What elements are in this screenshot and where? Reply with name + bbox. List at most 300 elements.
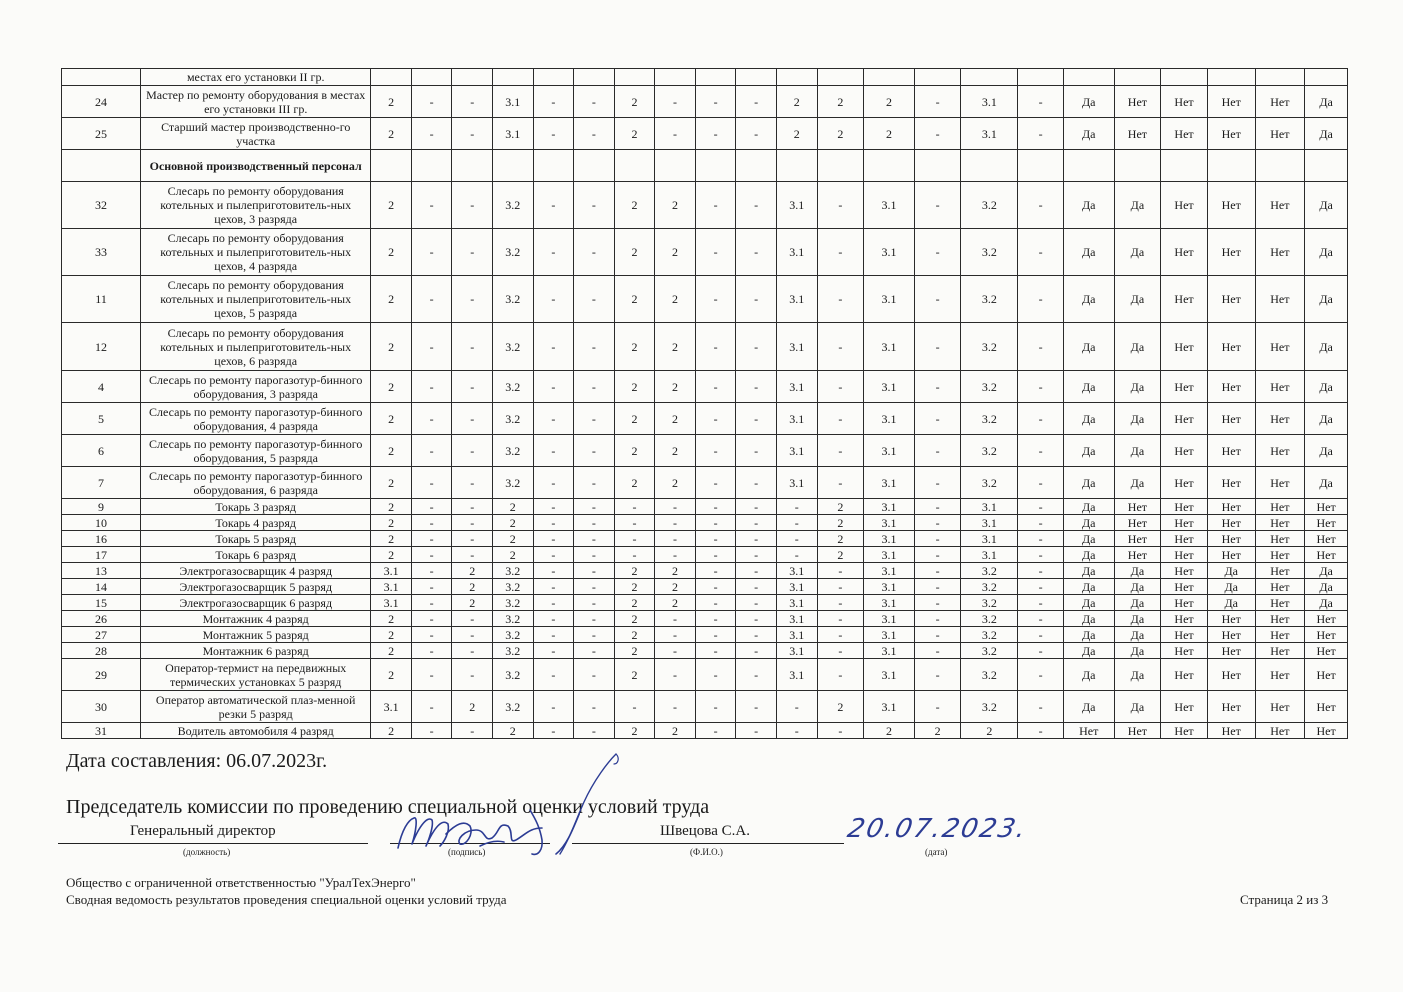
- table-cell: 3.2: [961, 563, 1018, 579]
- table-cell: [1063, 69, 1114, 86]
- table-cell: -: [411, 323, 452, 371]
- table-cell: Нет: [1207, 403, 1255, 435]
- table-cell: Нет: [1255, 467, 1305, 499]
- table-row: [62, 723, 1348, 739]
- table-cell: [1255, 150, 1305, 182]
- table-cell: 2: [371, 723, 412, 739]
- table-cell: -: [817, 579, 864, 595]
- table-cell: [655, 150, 696, 182]
- position-name: Слесарь по ремонту парогазотур-бинного оборудования, 5 разряда: [141, 435, 371, 467]
- row-number: 32: [62, 182, 141, 229]
- table-cell: -: [574, 86, 615, 118]
- row-number: 14: [62, 579, 141, 595]
- table-cell: [493, 150, 534, 182]
- table-cell: -: [736, 229, 777, 276]
- position-value: Генеральный директор: [130, 823, 276, 839]
- table-cell: 3.2: [493, 627, 534, 643]
- table-cell: -: [655, 531, 696, 547]
- table-cell: 3.1: [864, 403, 915, 435]
- table-cell: 3.1: [776, 595, 817, 611]
- table-cell: 2: [655, 276, 696, 323]
- table-cell: [1161, 150, 1208, 182]
- table-cell: [1305, 69, 1348, 86]
- table-cell: -: [736, 403, 777, 435]
- table-cell: -: [695, 276, 736, 323]
- table-row: [62, 531, 1348, 547]
- table-cell: 2: [614, 659, 655, 691]
- table-cell: -: [411, 403, 452, 435]
- table-cell: -: [736, 86, 777, 118]
- table-cell: -: [614, 499, 655, 515]
- table-cell: Нет: [1207, 118, 1255, 150]
- table-cell: -: [533, 229, 574, 276]
- table-cell: -: [817, 276, 864, 323]
- table-row: [62, 611, 1348, 627]
- position-line: [58, 843, 368, 844]
- row-number: 17: [62, 547, 141, 563]
- table-cell: -: [452, 118, 493, 150]
- table-cell: -: [452, 723, 493, 739]
- table-cell: -: [817, 723, 864, 739]
- row-number: [62, 150, 141, 182]
- table-cell: 3.1: [371, 579, 412, 595]
- table-cell: -: [411, 627, 452, 643]
- table-cell: Нет: [1207, 691, 1255, 723]
- table-cell: -: [533, 182, 574, 229]
- table-cell: Нет: [1207, 323, 1255, 371]
- table-cell: 3.1: [776, 323, 817, 371]
- table-cell: Да: [1114, 182, 1161, 229]
- table-cell: [371, 69, 412, 86]
- table-cell: -: [452, 467, 493, 499]
- table-cell: 2: [493, 547, 534, 563]
- commission-chair-title: Председатель комиссии по проведению специальной оценки условий труда: [66, 796, 710, 818]
- fio-value: Швецова С.А.: [660, 823, 750, 839]
- table-cell: Нет: [1207, 182, 1255, 229]
- table-row: [62, 579, 1348, 595]
- table-cell: Нет: [1161, 643, 1208, 659]
- table-cell: Нет: [1207, 531, 1255, 547]
- table-cell: Да: [1063, 118, 1114, 150]
- table-cell: 2: [914, 723, 961, 739]
- table-cell: Нет: [1063, 723, 1114, 739]
- table-cell: 3.2: [493, 563, 534, 579]
- table-cell: Нет: [1161, 515, 1208, 531]
- table-cell: Да: [1305, 595, 1348, 611]
- table-cell: 2: [655, 182, 696, 229]
- table-cell: -: [533, 118, 574, 150]
- table-cell: -: [695, 515, 736, 531]
- table-cell: 3.1: [864, 595, 915, 611]
- table-cell: -: [411, 691, 452, 723]
- table-cell: 2: [493, 499, 534, 515]
- position-name: Оператор-термист на передвижных термических установках 5 разряд: [141, 659, 371, 691]
- table-cell: Нет: [1255, 515, 1305, 531]
- position-name: Электрогазосварщик 6 разряд: [141, 595, 371, 611]
- table-cell: -: [817, 659, 864, 691]
- table-cell: [1207, 69, 1255, 86]
- table-cell: Да: [1114, 691, 1161, 723]
- table-cell: Да: [1063, 691, 1114, 723]
- table-row: [62, 691, 1348, 723]
- table-cell: Нет: [1207, 435, 1255, 467]
- table-cell: -: [1018, 723, 1064, 739]
- table-cell: -: [574, 595, 615, 611]
- table-cell: -: [452, 403, 493, 435]
- position-name: Электрогазосварщик 5 разряд: [141, 579, 371, 595]
- table-cell: [864, 150, 915, 182]
- table-cell: 2: [817, 531, 864, 547]
- table-cell: -: [1018, 182, 1064, 229]
- date-compiled: Дата составления: 06.07.2023г.: [66, 750, 328, 772]
- table-cell: -: [655, 547, 696, 563]
- position-name: Токарь 6 разряд: [141, 547, 371, 563]
- row-number: 26: [62, 611, 141, 627]
- table-cell: -: [411, 723, 452, 739]
- table-row: [62, 435, 1348, 467]
- table-cell: Да: [1114, 659, 1161, 691]
- table-cell: Нет: [1305, 547, 1348, 563]
- table-cell: 3.2: [961, 229, 1018, 276]
- table-cell: -: [574, 499, 615, 515]
- table-cell: -: [533, 691, 574, 723]
- table-cell: -: [914, 643, 961, 659]
- table-cell: [533, 69, 574, 86]
- table-cell: Да: [1063, 611, 1114, 627]
- table-cell: Нет: [1161, 86, 1208, 118]
- table-cell: Нет: [1255, 627, 1305, 643]
- table-cell: 3.1: [864, 643, 915, 659]
- table-cell: -: [533, 323, 574, 371]
- table-cell: 3.1: [864, 435, 915, 467]
- table-cell: [452, 69, 493, 86]
- table-cell: -: [411, 563, 452, 579]
- table-row: [62, 182, 1348, 229]
- table-cell: Нет: [1255, 499, 1305, 515]
- table-cell: -: [533, 276, 574, 323]
- table-cell: 2: [655, 403, 696, 435]
- table-cell: 3.2: [493, 595, 534, 611]
- table-cell: Нет: [1161, 611, 1208, 627]
- table-cell: 2: [371, 182, 412, 229]
- table-cell: Да: [1063, 276, 1114, 323]
- table-cell: Нет: [1161, 595, 1208, 611]
- table-cell: 2: [371, 371, 412, 403]
- table-cell: Нет: [1255, 86, 1305, 118]
- signature-caption: (подпись): [448, 847, 486, 857]
- position-name: Слесарь по ремонту парогазотур-бинного оборудования, 4 разряда: [141, 403, 371, 435]
- table-cell: 2: [864, 86, 915, 118]
- table-cell: 2: [614, 435, 655, 467]
- table-cell: Да: [1305, 467, 1348, 499]
- row-number: [62, 69, 141, 86]
- table-cell: 2: [655, 579, 696, 595]
- table-cell: 2: [371, 467, 412, 499]
- table-cell: Нет: [1161, 276, 1208, 323]
- table-cell: -: [411, 499, 452, 515]
- table-cell: 2: [776, 86, 817, 118]
- table-cell: -: [817, 611, 864, 627]
- table-cell: -: [411, 371, 452, 403]
- table-cell: Нет: [1255, 323, 1305, 371]
- table-cell: Да: [1305, 118, 1348, 150]
- table-cell: 2: [371, 435, 412, 467]
- table-cell: -: [914, 531, 961, 547]
- table-row: [62, 229, 1348, 276]
- table-cell: -: [695, 627, 736, 643]
- table-cell: 2: [817, 86, 864, 118]
- table-cell: -: [695, 563, 736, 579]
- table-cell: -: [533, 579, 574, 595]
- table-cell: 3.2: [493, 611, 534, 627]
- table-cell: 3.1: [776, 627, 817, 643]
- table-cell: Нет: [1207, 627, 1255, 643]
- table-cell: -: [914, 627, 961, 643]
- table-cell: [914, 69, 961, 86]
- table-cell: -: [655, 611, 696, 627]
- position-name: Монтажник 6 разряд: [141, 643, 371, 659]
- table-cell: -: [736, 499, 777, 515]
- table-cell: -: [411, 659, 452, 691]
- table-cell: Нет: [1114, 547, 1161, 563]
- table-cell: 3.1: [776, 643, 817, 659]
- row-number: 9: [62, 499, 141, 515]
- table-cell: [1305, 150, 1348, 182]
- table-row: [62, 595, 1348, 611]
- table-cell: -: [411, 515, 452, 531]
- table-cell: -: [411, 229, 452, 276]
- table-cell: [1018, 150, 1064, 182]
- table-cell: Нет: [1305, 499, 1348, 515]
- table-cell: [655, 69, 696, 86]
- row-number: 24: [62, 86, 141, 118]
- table-cell: Нет: [1207, 229, 1255, 276]
- table-cell: -: [452, 435, 493, 467]
- table-cell: 2: [371, 276, 412, 323]
- table-cell: 2: [655, 323, 696, 371]
- table-cell: -: [695, 659, 736, 691]
- table-cell: [452, 150, 493, 182]
- table-cell: -: [574, 691, 615, 723]
- table-cell: -: [695, 467, 736, 499]
- table-cell: 3.1: [864, 531, 915, 547]
- table-cell: Да: [1305, 86, 1348, 118]
- position-name: Слесарь по ремонту оборудования котельных и пылеприготовитель-ных цехов, 6 разряда: [141, 323, 371, 371]
- table-cell: -: [533, 403, 574, 435]
- table-cell: Да: [1114, 371, 1161, 403]
- row-number: 11: [62, 276, 141, 323]
- table-cell: 2: [614, 579, 655, 595]
- footer-document-title: Сводная ведомость результатов проведения специальной оценки условий труда: [66, 892, 507, 907]
- table-row: [62, 118, 1348, 150]
- table-cell: 3.1: [961, 515, 1018, 531]
- table-cell: 2: [371, 659, 412, 691]
- table-cell: Нет: [1255, 547, 1305, 563]
- table-row: [62, 371, 1348, 403]
- row-number: 33: [62, 229, 141, 276]
- table-cell: 2: [614, 86, 655, 118]
- table-cell: -: [695, 371, 736, 403]
- table-cell: 3.1: [864, 229, 915, 276]
- table-cell: -: [736, 371, 777, 403]
- table-cell: 2: [371, 403, 412, 435]
- table-cell: 3.1: [776, 611, 817, 627]
- table-cell: Нет: [1305, 531, 1348, 547]
- table-cell: Да: [1114, 643, 1161, 659]
- table-cell: Нет: [1305, 643, 1348, 659]
- table-cell: Нет: [1255, 118, 1305, 150]
- table-cell: Да: [1114, 563, 1161, 579]
- table-cell: 3.1: [864, 276, 915, 323]
- table-cell: -: [914, 229, 961, 276]
- table-cell: 3.1: [776, 182, 817, 229]
- table-cell: Нет: [1207, 499, 1255, 515]
- table-cell: -: [736, 611, 777, 627]
- table-cell: -: [736, 118, 777, 150]
- table-cell: 3.1: [776, 467, 817, 499]
- table-cell: 3.2: [961, 659, 1018, 691]
- table-cell: Нет: [1161, 531, 1208, 547]
- table-cell: -: [817, 627, 864, 643]
- table-cell: 2: [371, 547, 412, 563]
- table-cell: -: [533, 515, 574, 531]
- table-cell: -: [695, 723, 736, 739]
- table-cell: Нет: [1305, 659, 1348, 691]
- table-cell: Нет: [1114, 118, 1161, 150]
- table-cell: 3.2: [961, 435, 1018, 467]
- table-cell: Нет: [1161, 371, 1208, 403]
- table-cell: -: [533, 547, 574, 563]
- table-cell: 3.1: [776, 229, 817, 276]
- table-cell: Нет: [1161, 659, 1208, 691]
- table-cell: -: [1018, 403, 1064, 435]
- table-cell: 2: [655, 371, 696, 403]
- table-cell: -: [817, 371, 864, 403]
- row-number: 12: [62, 323, 141, 371]
- table-cell: [1255, 69, 1305, 86]
- section-title: Основной производственный персонал: [141, 150, 371, 182]
- table-cell: Нет: [1161, 563, 1208, 579]
- table-cell: Нет: [1161, 403, 1208, 435]
- position-name: Электрогазосварщик 4 разряд: [141, 563, 371, 579]
- table-cell: Нет: [1161, 691, 1208, 723]
- table-cell: Да: [1305, 182, 1348, 229]
- table-cell: [614, 150, 655, 182]
- table-cell: -: [574, 323, 615, 371]
- table-cell: Да: [1114, 467, 1161, 499]
- table-row: [62, 659, 1348, 691]
- table-cell: 2: [614, 627, 655, 643]
- table-cell: [817, 150, 864, 182]
- table-cell: -: [574, 579, 615, 595]
- table-cell: 3.2: [961, 643, 1018, 659]
- table-cell: 3.2: [493, 435, 534, 467]
- position-name: Монтажник 5 разряд: [141, 627, 371, 643]
- table-cell: Да: [1063, 403, 1114, 435]
- table-cell: -: [914, 118, 961, 150]
- table-cell: 2: [371, 611, 412, 627]
- table-cell: -: [1018, 659, 1064, 691]
- table-cell: [574, 150, 615, 182]
- row-number: 31: [62, 723, 141, 739]
- table-cell: Нет: [1161, 182, 1208, 229]
- table-cell: [411, 69, 452, 86]
- table-cell: 3.2: [493, 691, 534, 723]
- row-number: 13: [62, 563, 141, 579]
- table-cell: 3.2: [961, 595, 1018, 611]
- table-cell: Нет: [1161, 323, 1208, 371]
- row-number: 4: [62, 371, 141, 403]
- table-cell: -: [452, 86, 493, 118]
- table-cell: -: [695, 595, 736, 611]
- table-cell: 3.1: [961, 499, 1018, 515]
- table-cell: -: [736, 563, 777, 579]
- table-cell: -: [655, 659, 696, 691]
- table-cell: 3.1: [776, 403, 817, 435]
- table-cell: 2: [614, 182, 655, 229]
- table-cell: -: [574, 723, 615, 739]
- table-cell: -: [1018, 276, 1064, 323]
- table-row: [62, 515, 1348, 531]
- table-cell: Нет: [1207, 611, 1255, 627]
- table-cell: 3.2: [493, 403, 534, 435]
- table-cell: -: [1018, 118, 1064, 150]
- table-cell: Да: [1114, 435, 1161, 467]
- table-cell: Нет: [1161, 435, 1208, 467]
- table-cell: 3.1: [371, 595, 412, 611]
- table-cell: Да: [1063, 579, 1114, 595]
- table-cell: Нет: [1161, 723, 1208, 739]
- table-cell: -: [736, 627, 777, 643]
- table-cell: Нет: [1161, 118, 1208, 150]
- table-cell: Да: [1305, 403, 1348, 435]
- table-cell: Нет: [1161, 229, 1208, 276]
- table-cell: -: [736, 659, 777, 691]
- table-cell: 3.2: [961, 276, 1018, 323]
- table-row: [62, 403, 1348, 435]
- table-cell: 3.1: [864, 323, 915, 371]
- table-row: [62, 547, 1348, 563]
- table-cell: 3.2: [961, 371, 1018, 403]
- table-cell: 3.1: [961, 547, 1018, 563]
- table-cell: -: [914, 276, 961, 323]
- table-cell: 2: [614, 276, 655, 323]
- fio-caption: (Ф.И.О.): [690, 847, 723, 857]
- table-cell: -: [695, 499, 736, 515]
- page-number: Страница 2 из 3: [1240, 892, 1329, 907]
- table-cell: -: [817, 643, 864, 659]
- table-cell: Да: [1063, 499, 1114, 515]
- table-cell: -: [411, 579, 452, 595]
- table-cell: -: [914, 435, 961, 467]
- table-cell: Да: [1114, 627, 1161, 643]
- table-cell: -: [574, 547, 615, 563]
- table-cell: 2: [493, 531, 534, 547]
- table-cell: -: [411, 547, 452, 563]
- row-number: 15: [62, 595, 141, 611]
- table-cell: Нет: [1255, 435, 1305, 467]
- table-cell: -: [1018, 611, 1064, 627]
- table-cell: Да: [1063, 371, 1114, 403]
- row-number: 6: [62, 435, 141, 467]
- table-cell: 2: [817, 499, 864, 515]
- table-cell: Да: [1114, 579, 1161, 595]
- table-cell: Да: [1063, 643, 1114, 659]
- table-cell: Нет: [1114, 86, 1161, 118]
- table-cell: -: [533, 659, 574, 691]
- table-cell: 3.1: [864, 563, 915, 579]
- table-cell: Нет: [1255, 691, 1305, 723]
